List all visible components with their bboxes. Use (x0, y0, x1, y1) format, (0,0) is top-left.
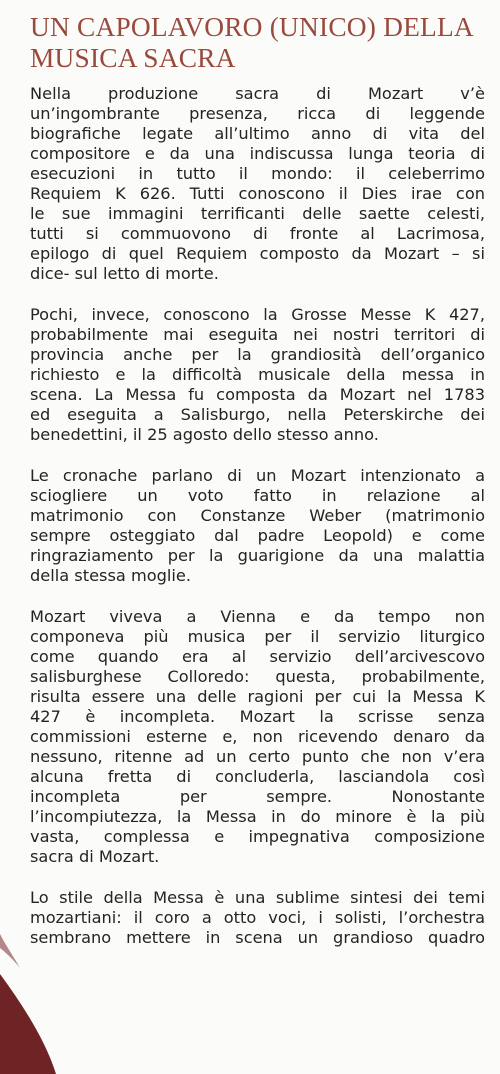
text-line: l’incompiutezza, la Messa in do minore è la più (30, 807, 485, 826)
text-line: dice- sul letto di morte. (30, 264, 219, 283)
paragraph-1 (30, 84, 485, 284)
text-line: biografiche legate all’ultimo anno di vita del (30, 124, 485, 143)
text-line: scena. La Messa fu composta da Mozart nel 1783 (30, 385, 485, 404)
text-line: benedettini, il 25 agosto dello stesso anno. (30, 425, 379, 444)
text-line: risulta essere una delle ragioni per cui la Messa K (30, 687, 485, 706)
text-line: Lo stile della Messa è una sublime sintesi dei temi (30, 888, 485, 907)
text-line: salisburghese Colloredo: questa, probabilmente, (30, 667, 485, 686)
paragraph-5 (30, 888, 485, 948)
text-line: sacra di Mozart. (30, 847, 160, 866)
paragraph-3 (30, 466, 485, 586)
text-line: Nella produzione sacra di Mozart v’è (30, 84, 485, 103)
text-line: della stessa moglie. (30, 566, 192, 585)
text-line: commissioni esterne e, non ricevendo denaro da (30, 727, 485, 746)
title-line-2: MUSICA SACRA (30, 43, 236, 73)
text-line: componeva più musica per il servizio liturgico (30, 627, 485, 646)
text-line: le sue immagini terrificanti delle saette celesti, (30, 204, 485, 223)
text-line: ed eseguita a Salisburgo, nella Peterskirche dei (30, 405, 485, 424)
text-line: 427 è incompleta. Mozart la scrisse senza (30, 707, 485, 726)
text-line: come quando era al servizio dell’arcivescovo (30, 647, 485, 666)
text-line: probabilmente mai eseguita nei nostri territori di (30, 325, 485, 344)
paragraph-4 (30, 607, 485, 867)
title-line-1: UN CAPOLAVORO (UNICO) DELLA (30, 12, 474, 42)
text-line: sembrano mettere in scena un grandioso quadro (30, 928, 485, 947)
text-line: vasta, complessa e impegnativa composizione (30, 827, 485, 846)
paragraph-2 (30, 305, 485, 445)
text-line: tutti si commuovono di fronte al Lacrimosa, (30, 224, 485, 243)
text-line: matrimonio con Constanze Weber (matrimonio (30, 506, 485, 525)
text-line: Mozart viveva a Vienna e da tempo non (30, 607, 485, 626)
text-line: provincia anche per la grandiosità dell’organico (30, 345, 485, 364)
text-line: compositore e da una indiscussa lunga teoria di (30, 144, 485, 163)
text-line: richiesto e la difficoltà musicale della messa in (30, 365, 485, 384)
text-line: epilogo di quel Requiem composto da Mozart – si (30, 244, 485, 263)
text-line: un’ingombrante presenza, ricca di leggende (30, 104, 485, 123)
text-line: nessuno, ritenne ad un certo punto che non v’era (30, 747, 485, 766)
text-line: Requiem K 626. Tutti conoscono il Dies irae con (30, 184, 485, 203)
text-line: sciogliere un voto fatto in relazione al (30, 486, 485, 505)
document-title (30, 12, 480, 74)
article-body (30, 84, 485, 969)
text-line: sempre osteggiato dal padre Leopold) e come (30, 526, 485, 545)
text-line: Pochi, invece, conoscono la Grosse Messe K 427, (30, 305, 485, 324)
text-line: Le cronache parlano di un Mozart intenzionato a (30, 466, 485, 485)
text-line: incompleta per sempre. Nonostante (30, 787, 485, 806)
text-line: ringraziamento per la guarigione da una malattia (30, 546, 485, 565)
text-line: alcuna fretta di concluderla, lasciandola così (30, 767, 485, 786)
text-line: mozartiani: il coro a otto voci, i solisti, l’orchestra (30, 908, 485, 927)
text-line: esecuzioni in tutto il mondo: il celeberrimo (30, 164, 485, 183)
